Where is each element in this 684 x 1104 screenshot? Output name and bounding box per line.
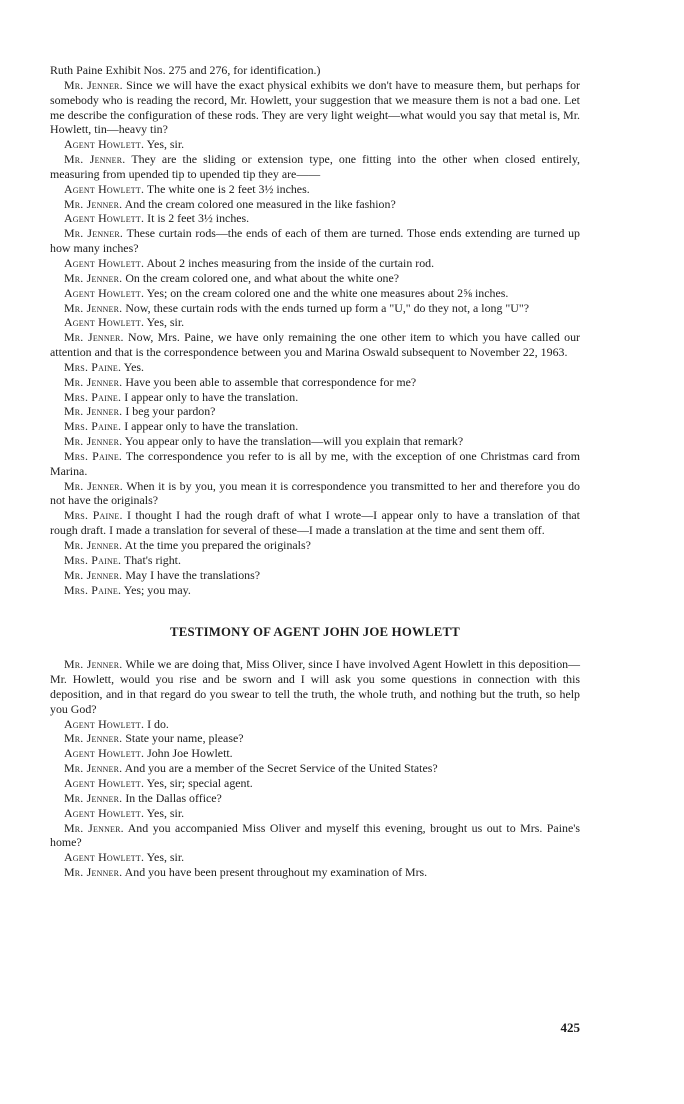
paragraph-text: Yes. bbox=[123, 359, 145, 374]
testimony-paragraph bbox=[50, 404, 580, 419]
testimony-paragraph bbox=[50, 479, 580, 509]
testimony-paragraph bbox=[50, 137, 580, 152]
paragraph-text: Yes, sir; special agent. bbox=[146, 775, 253, 790]
speaker-label: Agent Howlett. bbox=[64, 775, 145, 790]
paragraph-text: On the cream colored one, and what about the white one? bbox=[125, 270, 400, 285]
paragraph-text: About 2 inches measuring from the inside of the curtain rod. bbox=[146, 255, 435, 270]
testimony-paragraph bbox=[50, 78, 580, 137]
speaker-label: Mrs. Paine. bbox=[64, 359, 122, 374]
paragraph-text: That's right. bbox=[123, 552, 181, 567]
speaker-label: Agent Howlett. bbox=[64, 137, 145, 152]
paragraph-text: I appear only to have the translation. bbox=[124, 419, 299, 434]
paragraph-text: They are the sliding or extension type, one fitting into the other when closed entirely, measuring from upended tip to upended tip they are—— bbox=[50, 152, 580, 181]
speaker-label: Mr. Jenner. bbox=[64, 865, 123, 880]
speaker-label: Mr. Jenner. bbox=[64, 330, 124, 345]
paragraph-text: Yes; you may. bbox=[123, 582, 191, 597]
speaker-label: Mr. Jenner. bbox=[64, 77, 123, 92]
paragraph-text: Yes, sir. bbox=[146, 137, 185, 152]
paragraph-text: John Joe Howlett. bbox=[147, 746, 233, 761]
speaker-label: Mr. Jenner. bbox=[64, 226, 124, 241]
paragraph-text: And the cream colored one measured in the like fashion? bbox=[124, 196, 396, 211]
paragraph-text: Yes, sir. bbox=[146, 805, 185, 820]
speaker-label: Mr. Jenner. bbox=[64, 657, 123, 672]
testimony-paragraph bbox=[50, 286, 580, 301]
paragraph-text: I thought I had the rough draft of what I wrote—I appear only to have a translation of that rough draft. I made a translation for several of these—I made a translation at the time and sent them off. bbox=[50, 508, 580, 538]
paragraph-text: Yes; on the cream colored one and the white one measures about 2⅝ inches. bbox=[146, 285, 509, 300]
testimony-paragraph bbox=[50, 256, 580, 271]
speaker-label: Agent Howlett. bbox=[64, 850, 145, 865]
paragraph-text: Have you been able to assemble that correspondence for me? bbox=[125, 374, 417, 389]
paragraph-text: And you are a member of the Secret Service of the United States? bbox=[124, 761, 438, 776]
testimony-paragraph bbox=[50, 761, 580, 776]
speaker-label: Mr. Jenner. bbox=[64, 820, 124, 835]
speaker-label: Mrs. Paine. bbox=[64, 508, 123, 523]
speaker-label: Agent Howlett. bbox=[64, 746, 145, 761]
testimony-paragraph bbox=[50, 434, 580, 449]
paragraph-text: When it is by you, you mean it is correspondence you transmitted to her and therefore you do not have the originals? bbox=[50, 478, 580, 508]
speaker-label: Mr. Jenner. bbox=[64, 196, 123, 211]
testimony-paragraph bbox=[50, 197, 580, 212]
paragraph-text: While we are doing that, Miss Oliver, since I have involved Agent Howlett in this deposition—Mr. Howlett, would you rise and be sworn and I will ask you some questions in connection with this deposition, and in that regard do you swear to tell the truth, the whole truth, and nothing but the truth, so help you God? bbox=[50, 657, 580, 716]
section-heading: TESTIMONY OF AGENT JOHN JOE HOWLETT bbox=[170, 625, 460, 640]
testimony-paragraph bbox=[50, 508, 580, 538]
testimony-paragraph bbox=[50, 806, 580, 821]
paragraph-text: It is 2 feet 3½ inches. bbox=[147, 211, 250, 226]
page-number: 425 bbox=[560, 1020, 580, 1035]
paragraph-text: I do. bbox=[147, 716, 169, 731]
paragraph-text: You appear only to have the translation—will you explain that remark? bbox=[124, 434, 464, 449]
speaker-label: Mr. Jenner. bbox=[64, 434, 123, 449]
speaker-label: Agent Howlett. bbox=[64, 315, 145, 330]
speaker-label: Agent Howlett. bbox=[64, 285, 145, 300]
speaker-label: Mr. Jenner. bbox=[64, 538, 123, 552]
testimony-paragraph bbox=[50, 850, 580, 865]
paragraph-text: Ruth Paine Exhibit Nos. 275 and 276, for identification.) bbox=[50, 63, 321, 77]
testimony-paragraph bbox=[50, 449, 580, 479]
paragraph-text: State your name, please? bbox=[125, 731, 244, 746]
testimony-paragraph bbox=[50, 717, 580, 732]
testimony-paragraph bbox=[50, 301, 580, 316]
speaker-label: Mrs. Paine. bbox=[64, 552, 122, 567]
testimony-paragraph bbox=[50, 211, 580, 226]
paragraph-text: Yes, sir. bbox=[146, 315, 185, 330]
paragraph-text: And you have been present throughout my examination of Mrs. bbox=[124, 865, 428, 880]
paragraph-text: May I have the translations? bbox=[125, 567, 261, 582]
testimony-paragraph bbox=[50, 657, 580, 716]
speaker-label: Agent Howlett. bbox=[64, 805, 145, 820]
testimony-paragraph bbox=[50, 226, 580, 256]
paragraph-text: The correspondence you refer to is all by me, with the exception of one Christmas card from Marina. bbox=[50, 448, 580, 478]
testimony-paragraph bbox=[50, 375, 580, 390]
paragraph-text: And you accompanied Miss Oliver and myself this evening, brought us out to Mrs. Paine's home? bbox=[50, 820, 580, 850]
testimony-paragraph bbox=[50, 583, 580, 598]
testimony-paragraph bbox=[50, 731, 580, 746]
speaker-label: Mrs. Paine. bbox=[64, 448, 123, 463]
speaker-label: Mr. Jenner. bbox=[64, 152, 126, 167]
speaker-label: Mr. Jenner. bbox=[64, 790, 123, 805]
testimony-paragraph bbox=[50, 746, 580, 761]
testimony-paragraph bbox=[50, 553, 580, 568]
speaker-label: Mr. Jenner. bbox=[64, 731, 123, 746]
paragraph-text: In the Dallas office? bbox=[125, 790, 222, 805]
paragraph-text: Since we will have the exact physical exhibits we don't have to measure them, but perhaps for somebody who is reading the record, Mr. Howlett, your suggestion that we measure them is not a bad one. Let me describe the configuration of these rods. They are very light weight—what would you say that metal is, Mr. Howlett, tin—heavy tin? bbox=[50, 77, 580, 137]
paragraph-text: Yes, sir. bbox=[146, 850, 185, 865]
testimony-paragraph bbox=[50, 776, 580, 791]
speaker-label: Agent Howlett. bbox=[64, 716, 145, 731]
testimony-paragraph bbox=[50, 360, 580, 375]
speaker-label: Mr. Jenner. bbox=[64, 270, 123, 285]
speaker-label: Mrs. Paine. bbox=[64, 389, 122, 404]
paragraph-text: Now, these curtain rods with the ends turned up form a "U," do they not, a long "U"? bbox=[125, 300, 529, 315]
speaker-label: Mr. Jenner. bbox=[64, 404, 123, 419]
speaker-label: Mr. Jenner. bbox=[64, 478, 123, 493]
speaker-label: Mrs. Paine. bbox=[64, 582, 122, 597]
testimony-paragraph bbox=[50, 152, 580, 182]
testimony-paragraph bbox=[50, 568, 580, 583]
testimony-paragraph bbox=[50, 538, 580, 553]
speaker-label: Mr. Jenner. bbox=[64, 567, 123, 582]
paragraph-text: These curtain rods—the ends of each of them are turned. Those ends extending are turned up how many inches? bbox=[50, 226, 580, 256]
testimony-paragraph bbox=[50, 821, 580, 851]
speaker-label: Agent Howlett. bbox=[64, 181, 145, 196]
speaker-label: Mrs. Paine. bbox=[64, 419, 122, 434]
testimony-paragraph bbox=[50, 330, 580, 360]
paragraph-text: At the time you prepared the originals? bbox=[124, 538, 311, 552]
paragraph-text: I appear only to have the translation. bbox=[124, 389, 299, 404]
paragraph-text: The white one is 2 feet 3½ inches. bbox=[146, 181, 310, 196]
testimony-block-bottom bbox=[50, 657, 580, 880]
speaker-label: Mr. Jenner. bbox=[64, 374, 123, 389]
testimony-paragraph bbox=[50, 182, 580, 197]
speaker-label: Agent Howlett. bbox=[64, 255, 145, 270]
testimony-paragraph bbox=[50, 63, 580, 78]
testimony-paragraph bbox=[50, 865, 580, 880]
testimony-block-top bbox=[50, 63, 580, 597]
speaker-label: Mr. Jenner. bbox=[64, 300, 123, 315]
speaker-label: Agent Howlett. bbox=[64, 211, 145, 226]
paragraph-text: I beg your pardon? bbox=[125, 404, 216, 419]
testimony-paragraph bbox=[50, 791, 580, 806]
paragraph-text: Now, Mrs. Paine, we have only remaining the one other item to which you have called our attention and that is the correspondence between you and Marina Oswald subsequent to November 22, 1963. bbox=[50, 330, 580, 360]
testimony-paragraph bbox=[50, 315, 580, 330]
speaker-label: Mr. Jenner. bbox=[64, 761, 123, 776]
testimony-paragraph bbox=[50, 271, 580, 286]
testimony-paragraph bbox=[50, 390, 580, 405]
testimony-paragraph bbox=[50, 419, 580, 434]
